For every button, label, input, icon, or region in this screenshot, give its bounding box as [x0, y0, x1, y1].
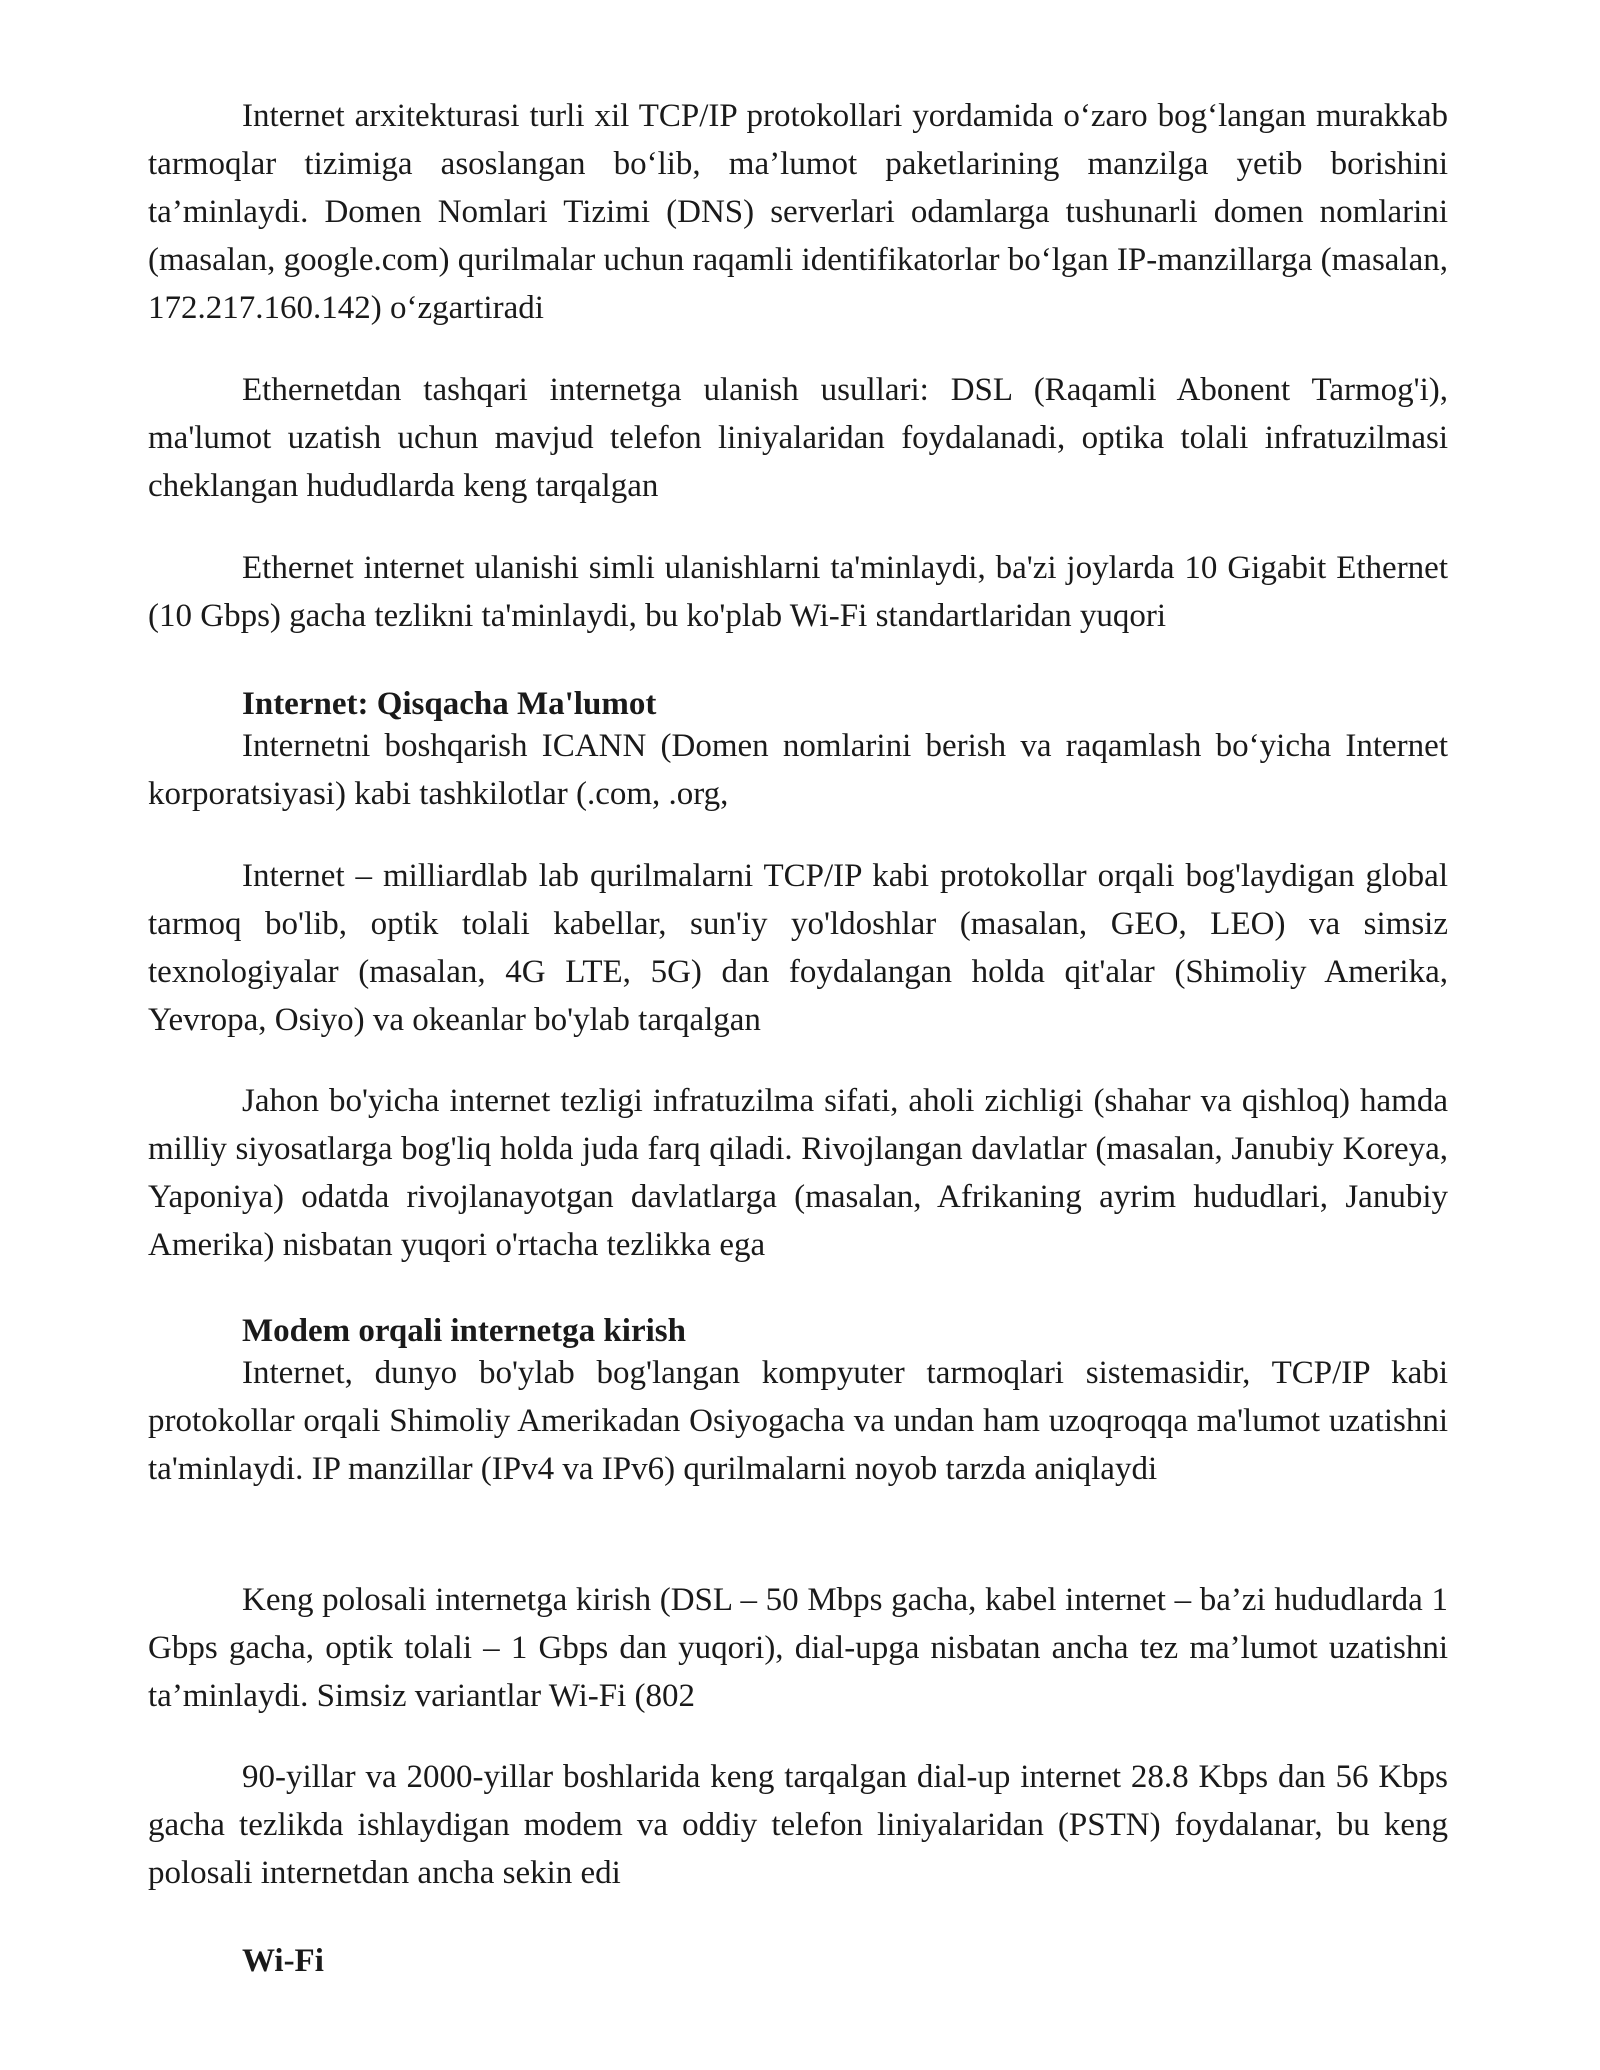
paragraph-icann: Internetni boshqarish ICANN (Domen nomlarini berish va raqamlash bo‘yicha Internet korporatsiyasi) kabi tashkilotlar (.com, .org, [148, 728, 1448, 812]
heading-wifi: Wi-Fi [242, 1943, 324, 1979]
paragraph-dial-up: 90-yillar va 2000-yillar boshlarida keng tarqalgan dial-up internet 28.8 Kbps dan 56 Kbps gacha tezlikda ishlaydigan modem va oddiy telefon liniyalaridan (PSTN) foydalanar, bu keng polosali internetdan ancha sekin edi [148, 1759, 1448, 1891]
paragraph-global-network: Internet – milliardlab lab qurilmalarni TCP/IP kabi protokollar orqali bog'laydigan global tarmoq bo'lib, optik tolali kabellar, sun'iy yo'ldoshlar (masalan, GEO, LEO) va simsiz texnologiyalar (masalan, 4G LTE, 5G) dan foydalangan holda qit'alar (Shimoliy Amerika, Yevropa, Osiyo) va okeanlar bo'ylab tarqalgan [148, 858, 1448, 1038]
paragraph-ethernet: Ethernet internet ulanishi simli ulanishlarni ta'minlaydi, ba'zi joylarda 10 Gigabit Ethernet (10 Gbps) gacha tezlikni ta'minlaydi, bu ko'plab Wi-Fi standartlaridan yuqori [148, 550, 1448, 634]
paragraph-internet-speed: Jahon bo'yicha internet tezligi infratuzilma sifati, aholi zichligi (shahar va qishloq) hamda milliy siyosatlarga bog'liq holda juda farq qiladi. Rivojlangan davlatlar (masalan, Janubiy Koreya, Yaponiya) odatda rivojlanayotgan davlatlarga (masalan, Afrikaning ayrim hududlari, Janubiy Amerika) nisbatan yuqori o'rtacha tezlikka ega [148, 1083, 1448, 1263]
paragraph-internet-architecture: Internet arxitekturasi turli xil TCP/IP protokollari yordamida o‘zaro bog‘langan murakkab tarmoqlar tizimiga asoslangan bo‘lib, ma’lumot paketlarining manzilga yetib borishini ta’minlaydi. Domen Nomlari Tizimi (DNS) serverlari odamlarga tushunarli domen nomlarini (masalan, google.com) qurilmalar uchun raqamli identifikatorlar bo‘lgan IP-manzillarga (masalan, 172.217.160.142) o‘zgartiradi [148, 98, 1448, 326]
paragraph-broadband: Keng polosali internetga kirish (DSL – 50 Mbps gacha, kabel internet – ba’zi hududlarda 1 Gbps gacha, optik tolali – 1 Gbps dan yuqori), dial-upga nisbatan ancha tez ma’lumot uzatishni ta’minlaydi. Simsiz variantlar Wi-Fi (802 [148, 1582, 1448, 1714]
paragraph-computer-networks: Internet, dunyo bo'ylab bog'langan kompyuter tarmoqlari sistemasidir, TCP/IP kabi protokollar orqali Shimoliy Amerikadan Osiyogacha va undan ham uzoqroqqa ma'lumot uzatishni ta'minlaydi. IP manzillar (IPv4 va IPv6) qurilmalarni noyob tarzda aniqlaydi [148, 1355, 1448, 1487]
heading-internet-summary: Internet: Qisqacha Ma'lumot [242, 686, 657, 722]
paragraph-dsl: Ethernetdan tashqari internetga ulanish usullari: DSL (Raqamli Abonent Tarmog'i), ma'lumot uzatish uchun mavjud telefon liniyalaridan foydalanadi, optika tolali infratuzilmasi cheklangan hududlarda keng tarqalgan [148, 372, 1448, 504]
heading-modem-access: Modem orqali internetga kirish [242, 1313, 686, 1349]
